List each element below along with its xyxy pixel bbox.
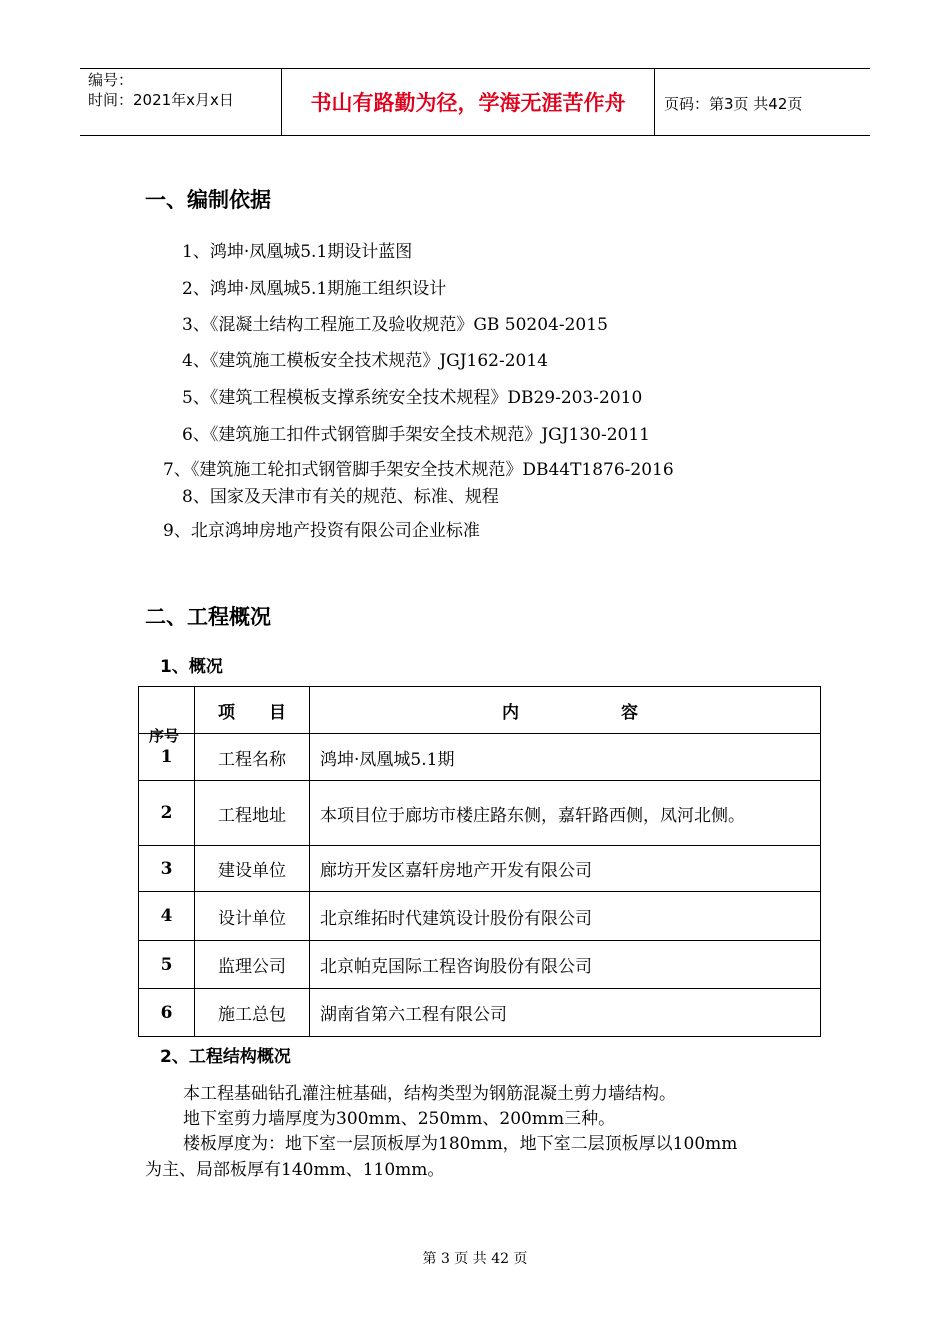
- paragraph: 地下室剪力墙厚度为300mm、250mm、200mm三种。: [183, 1109, 616, 1129]
- paragraph: 为主、局部板厚有140mm、110mm。: [145, 1160, 445, 1180]
- reference-item: 1、鸿坤·凤凰城5.1期设计蓝图: [182, 242, 413, 262]
- table-header-no: [139, 687, 195, 745]
- table-cell-content: 北京帕克国际工程咨询股份有限公司: [310, 941, 821, 989]
- reference-item: 3、《混凝土结构工程施工及验收规范》GB 50204-2015: [182, 315, 608, 335]
- reference-item: 4、《建筑施工模板安全技术规范》JGJ162-2014: [182, 351, 548, 371]
- table-cell-no: 4: [139, 892, 195, 941]
- table-header-item: 项 目: [195, 687, 310, 734]
- table-row: [139, 989, 821, 1037]
- reference-item: 2、鸿坤·凤凰城5.1期施工组织设计: [182, 279, 447, 299]
- table-cell-item: 监理公司: [195, 941, 310, 989]
- paragraph: 本工程基础钻孔灌注桩基础，结构类型为钢筋混凝土剪力墙结构。: [183, 1084, 676, 1104]
- table-cell-item: 设计单位: [195, 892, 310, 941]
- section2-title: 二、工程概况: [145, 605, 271, 629]
- header-motto: 书山有路勤为径，学海无涯苦作舟: [310, 91, 626, 115]
- table-cell-content: 本项目位于廊坊市楼庄路东侧，嘉轩路西侧，凤河北侧。: [310, 781, 821, 846]
- overview-table: [138, 686, 821, 1037]
- table-cell-item: 施工总包: [195, 989, 310, 1037]
- header-page-info: 页码：第3页 共42页: [664, 95, 803, 113]
- reference-item: 9、北京鸿坤房地产投资有限公司企业标准: [163, 521, 480, 541]
- table-row: [139, 941, 821, 989]
- table-row: [139, 781, 821, 846]
- table-cell-no: 1: [139, 734, 195, 781]
- header-meta: [88, 70, 234, 110]
- reference-item: 8、国家及天津市有关的规范、标准、规程: [182, 487, 499, 507]
- table-cell-content: 北京维拓时代建筑设计股份有限公司: [310, 892, 821, 941]
- table-cell-no: 2: [139, 781, 195, 846]
- section1-title: 一、编制依据: [145, 188, 271, 212]
- table-cell-item: 工程名称: [195, 734, 310, 781]
- subsection-structure-title: 2、工程结构概况: [160, 1047, 291, 1067]
- header-number-label: 编号：: [88, 71, 134, 89]
- table-cell-content: 廊坊开发区嘉轩房地产开发有限公司: [310, 846, 821, 892]
- table-header-no-text: 序号: [149, 727, 180, 745]
- table-row: [139, 892, 821, 941]
- header-divider: [654, 68, 655, 136]
- table-header-content: 内 容: [310, 687, 821, 734]
- table-row: [139, 846, 821, 892]
- page-footer: 第 3 页 共 42 页: [422, 1251, 528, 1267]
- reference-item: 7、《建筑施工轮扣式钢管脚手架安全技术规范》DB44T1876-2016: [163, 460, 674, 480]
- table-header-row: [139, 687, 821, 734]
- table-cell-no: 6: [139, 989, 195, 1037]
- table-cell-item: 工程地址: [195, 781, 310, 846]
- table-cell-no: 5: [139, 941, 195, 989]
- paragraph: 楼板厚度为：地下室一层顶板厚为180mm，地下室二层顶板厚以100mm: [183, 1134, 738, 1154]
- reference-item: 5、《建筑工程模板支撑系统安全技术规程》DB29-203-2010: [182, 388, 643, 408]
- table-cell-no: 3: [139, 846, 195, 892]
- table-cell-content: 鸿坤·凤凰城5.1期: [310, 734, 821, 781]
- table-cell-item: 建设单位: [195, 846, 310, 892]
- table-row: [139, 734, 821, 781]
- header-time-label: 时间：2021年x月x日: [88, 91, 234, 109]
- table-cell-content: 湖南省第六工程有限公司: [310, 989, 821, 1037]
- reference-item: 6、《建筑施工扣件式钢管脚手架安全技术规范》JGJ130-2011: [182, 425, 650, 445]
- subsection-overview-title: 1、概况: [160, 657, 223, 677]
